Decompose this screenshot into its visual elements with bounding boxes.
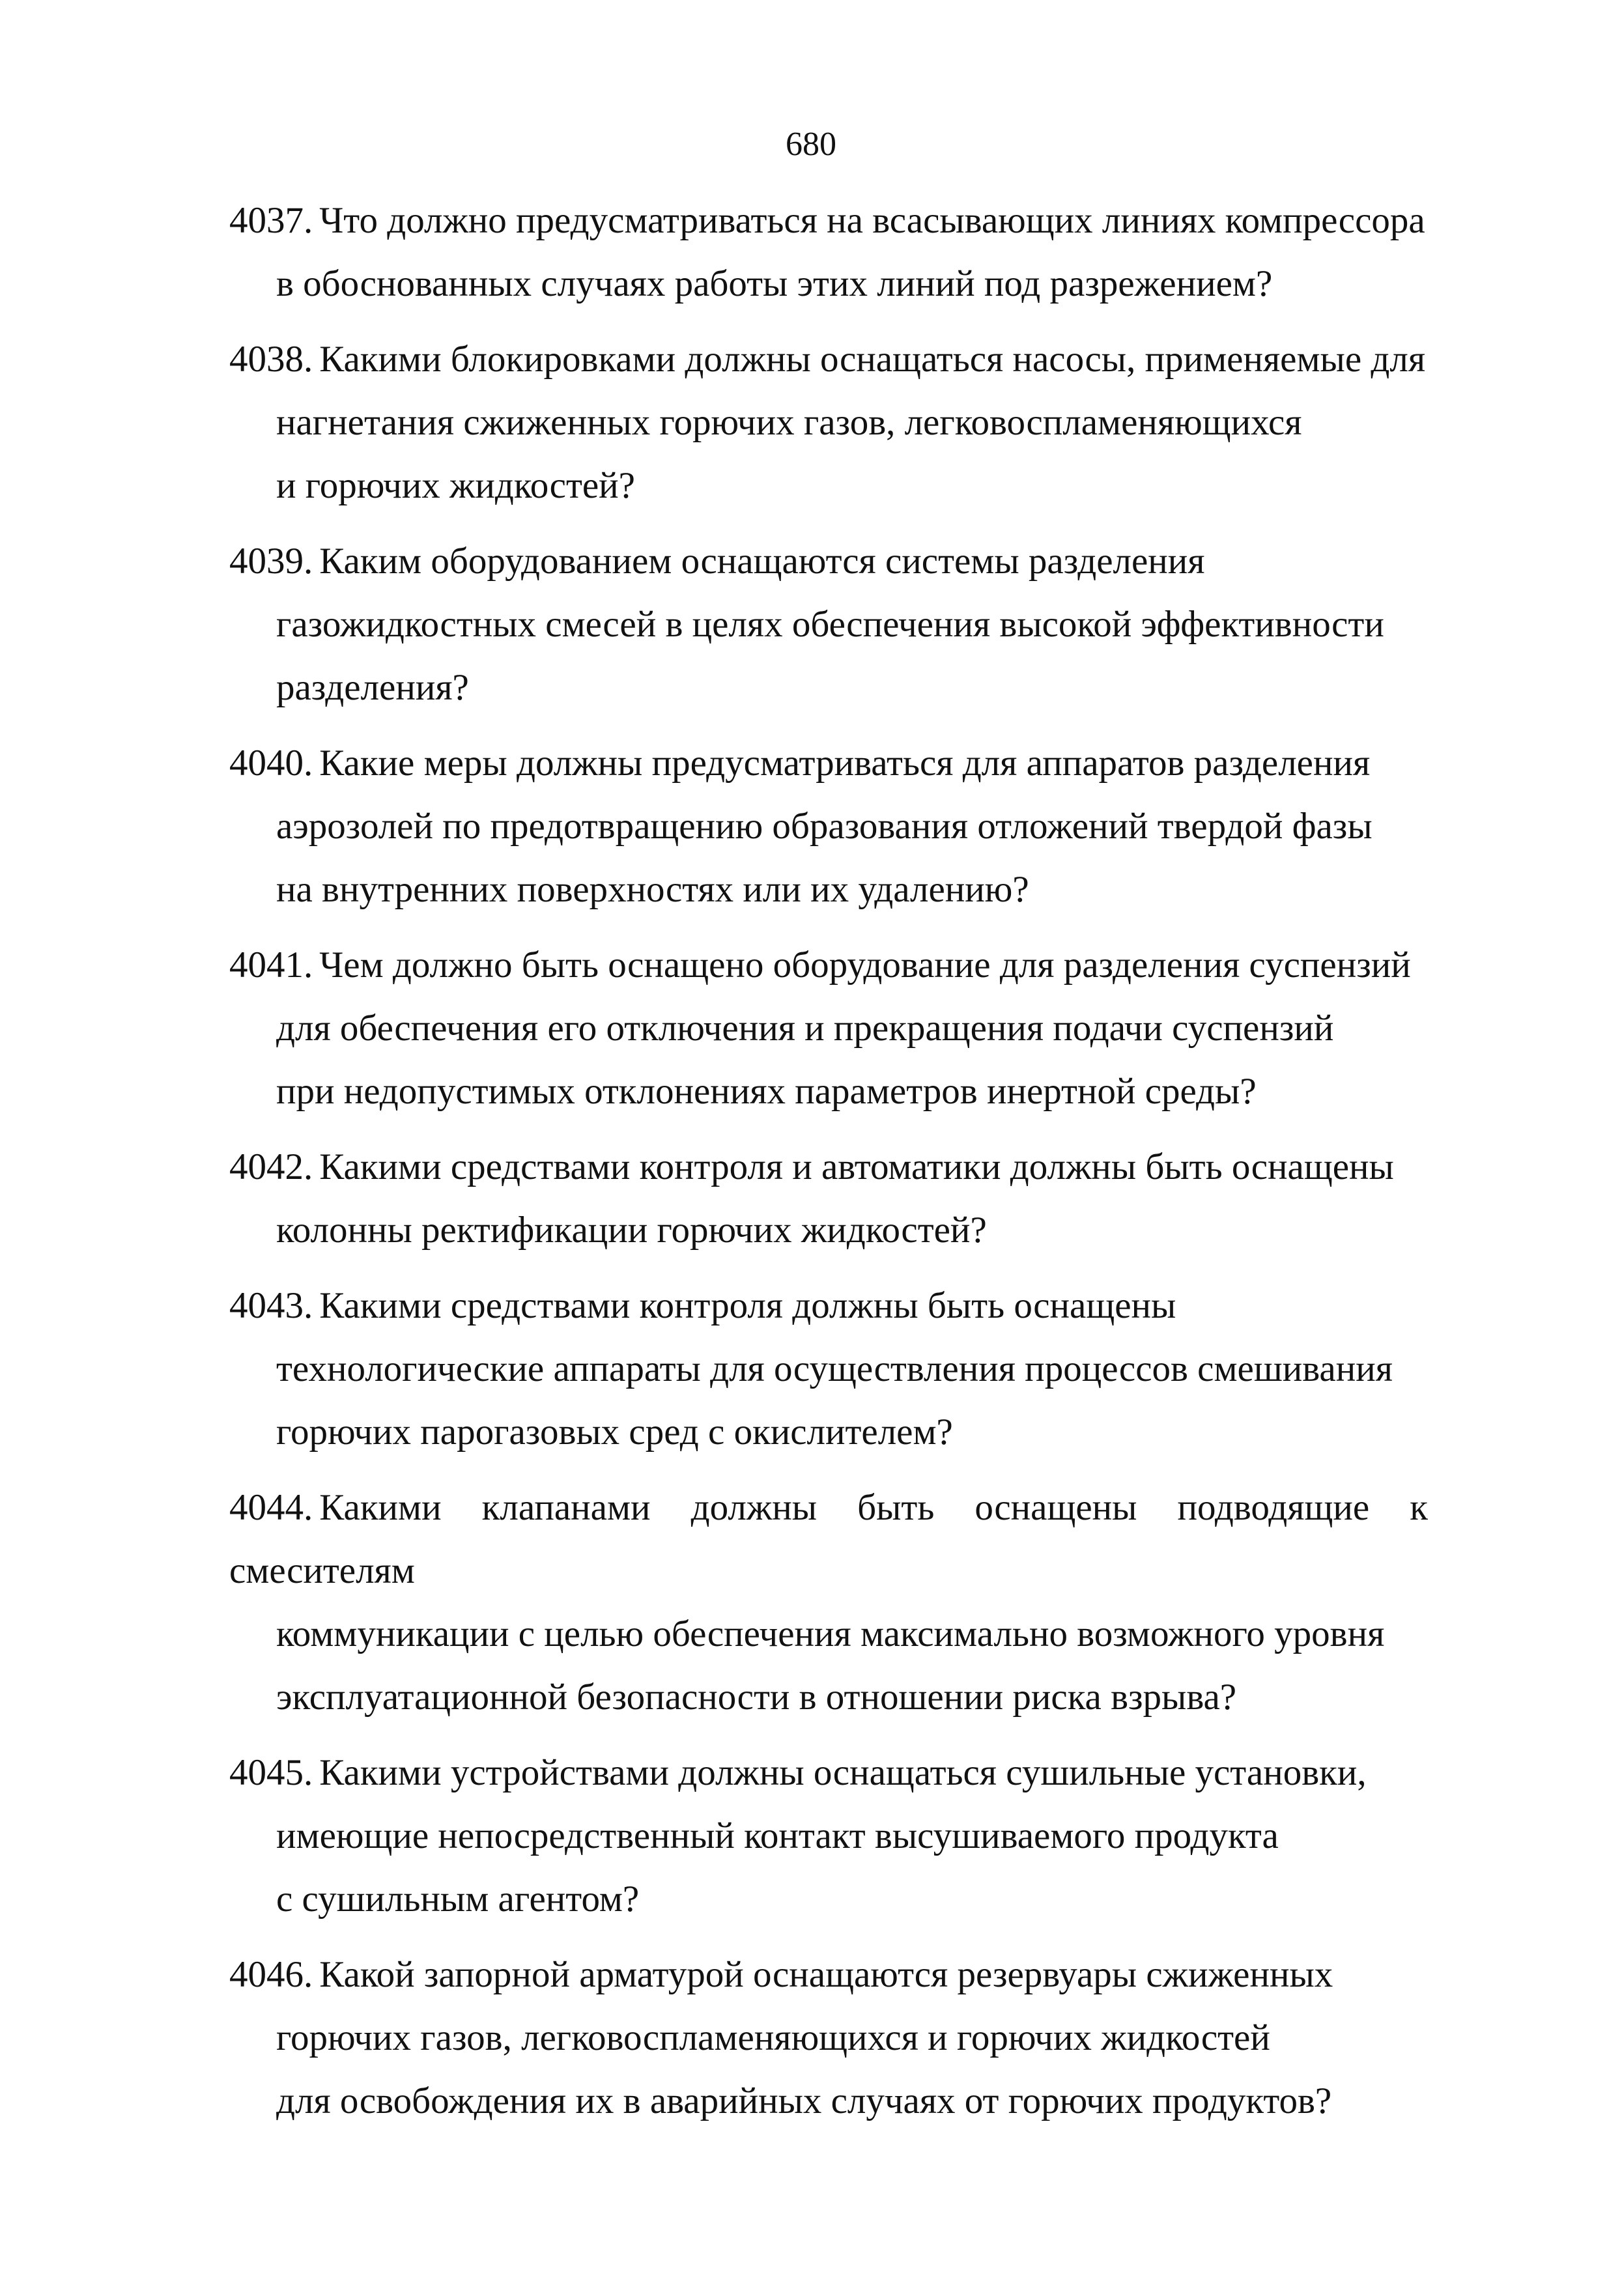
page-number: 680 (786, 126, 836, 163)
question-continuation-line: коммуникации с целью обеспечения максимально возможного уровня (276, 1613, 1385, 1654)
question-first-line (229, 530, 1428, 593)
question-text: Каким оборудованием оснащаются системы разделения (319, 541, 1205, 582)
question-continuation-line: эксплуатационной безопасности в отношении риска взрыва? (276, 1677, 1237, 1718)
question-item (229, 328, 1428, 517)
question-text: Какими устройствами должны оснащаться сушильные установки, (319, 1752, 1367, 1793)
question-first-line (229, 189, 1428, 252)
question-item (229, 933, 1428, 1123)
question-text: Какие меры должны предусматриваться для аппаратов разделения (319, 743, 1371, 784)
question-text: Какими клапанами должны быть оснащены подводящие к смесителям (229, 1487, 1428, 1591)
question-list (229, 189, 1428, 2145)
question-text: Какими блокировками должны оснащаться насосы, применяемые для (319, 339, 1426, 380)
question-continuation-line: для обеспечения его отключения и прекращения подачи суспензий (276, 1008, 1334, 1049)
question-number: 4040. (229, 743, 313, 784)
question-first-line (229, 933, 1428, 997)
question-continuation-line: при недопустимых отклонениях параметров инертной среды? (276, 1071, 1257, 1112)
question-number: 4037. (229, 200, 313, 241)
question-continuation-line: для освобождения их в аварийных случаях от горючих продуктов? (276, 2080, 1332, 2121)
question-item (229, 731, 1428, 921)
question-text: Что должно предусматриваться на всасывающих линиях компрессора (319, 200, 1425, 241)
question-number: 4041. (229, 944, 313, 985)
question-first-line (229, 731, 1428, 795)
question-number: 4042. (229, 1146, 313, 1187)
question-continuation-line: имеющие непосредственный контакт высушиваемого продукта (276, 1815, 1279, 1856)
question-continuation-line: на внутренних поверхностях или их удалению? (276, 869, 1029, 910)
question-continuation-line: и горючих жидкостей? (276, 465, 635, 506)
question-number: 4038. (229, 339, 313, 380)
question-continuation-line: горючих газов, легковоспламеняющихся и горючих жидкостей (276, 2017, 1270, 2058)
question-item (229, 1741, 1428, 1931)
question-continuation-line: разделения? (276, 667, 469, 708)
question-first-line (229, 1476, 1428, 1602)
question-item (229, 1943, 1428, 2133)
question-continuation-line: нагнетания сжиженных горючих газов, легковоспламеняющихся (276, 402, 1302, 443)
question-text: Какими средствами контроля должны быть оснащены (319, 1285, 1176, 1326)
question-first-line (229, 1274, 1428, 1337)
question-first-line (229, 1741, 1428, 1804)
question-continuation-line: газожидкостных смесей в целях обеспечения высокой эффективности (276, 604, 1384, 645)
question-continuation-line: горючих парогазовых сред с окислителем? (276, 1411, 953, 1453)
question-text: Какой запорной арматурой оснащаются резервуары сжиженных (319, 1954, 1333, 1995)
question-first-line (229, 328, 1428, 391)
question-continuation-line: технологические аппараты для осуществления процессов смешивания (276, 1348, 1393, 1389)
question-item (229, 530, 1428, 719)
question-item (229, 1476, 1428, 1729)
question-continuation-line: с сушильным агентом? (276, 1878, 640, 1920)
question-continuation-line: в обоснованных случаях работы этих линий под разрежением? (276, 263, 1273, 304)
question-continuation-line: аэрозолей по предотвращению образования отложений твердой фазы (276, 806, 1373, 847)
question-text: Какими средствами контроля и автоматики должны быть оснащены (319, 1146, 1394, 1187)
question-first-line (229, 1135, 1428, 1198)
question-item (229, 1135, 1428, 1262)
question-continuation-line: колонны ректификации горючих жидкостей? (276, 1210, 987, 1251)
question-number: 4046. (229, 1954, 313, 1995)
question-number: 4039. (229, 541, 313, 582)
question-item (229, 1274, 1428, 1464)
question-number: 4045. (229, 1752, 313, 1793)
question-text: Чем должно быть оснащено оборудование для разделения суспензий (319, 944, 1411, 985)
question-number: 4043. (229, 1285, 313, 1326)
question-number: 4044. (229, 1487, 313, 1528)
question-item (229, 189, 1428, 315)
question-first-line (229, 1943, 1428, 2006)
